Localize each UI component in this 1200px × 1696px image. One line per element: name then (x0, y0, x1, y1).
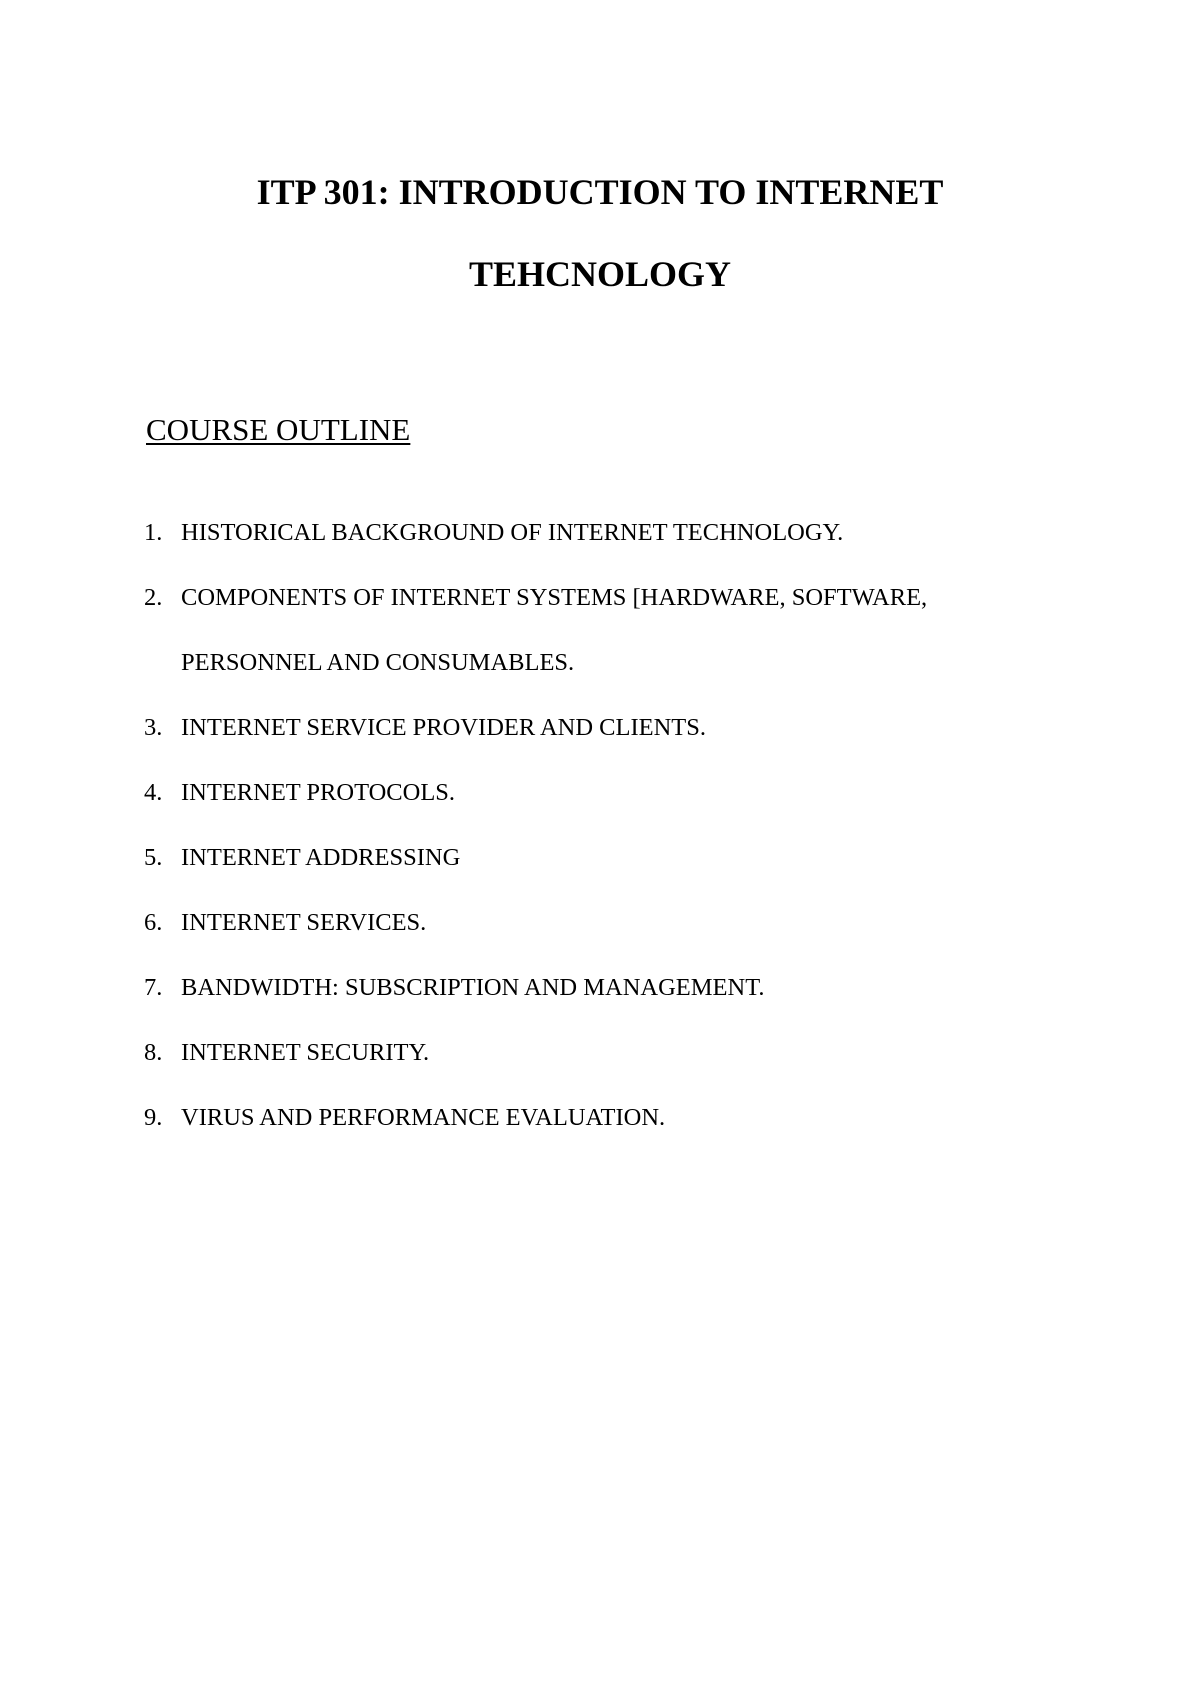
outline-item-number: 6. (144, 909, 163, 936)
outline-item (144, 565, 1104, 695)
outline-item (144, 500, 1104, 565)
outline-item-text: INTERNET PROTOCOLS. (181, 779, 456, 806)
outline-item-text: COMPONENTS OF INTERNET SYSTEMS [HARDWARE, SOFTWARE, (181, 584, 928, 611)
outline-item-number: 8. (144, 1039, 163, 1066)
outline-item (144, 955, 1104, 1020)
outline-item (144, 1085, 1104, 1150)
outline-item-number: 1. (144, 519, 163, 546)
outline-item-text: HISTORICAL BACKGROUND OF INTERNET TECHNOLOGY. (181, 519, 844, 546)
outline-item-text: BANDWIDTH: SUBSCRIPTION AND MANAGEMENT. (181, 974, 765, 1001)
outline-item-number: 3. (144, 714, 163, 741)
outline-item-text: VIRUS AND PERFORMANCE EVALUATION. (181, 1104, 666, 1131)
outline-item-number: 5. (144, 844, 163, 871)
outline-item (144, 1020, 1104, 1085)
course-outline-heading: COURSE OUTLINE (146, 412, 411, 447)
outline-item-text-continued: PERSONNEL AND CONSUMABLES. (181, 649, 575, 676)
outline-item-text: INTERNET SERVICES. (181, 909, 427, 936)
outline-item-text: INTERNET SERVICE PROVIDER AND CLIENTS. (181, 714, 707, 741)
outline-item-text: INTERNET ADDRESSING (181, 844, 461, 871)
outline-item-number: 4. (144, 779, 163, 806)
outline-item-number: 7. (144, 974, 163, 1001)
document-title-line-1: ITP 301: INTRODUCTION TO INTERNET (256, 172, 944, 212)
outline-item-number: 9. (144, 1104, 163, 1131)
outline-item-number: 2. (144, 584, 163, 611)
outline-item-text: INTERNET SECURITY. (181, 1039, 430, 1066)
outline-item (144, 760, 1104, 825)
outline-item (144, 890, 1104, 955)
outline-item (144, 825, 1104, 890)
document-title-line-2: TEHCNOLOGY (468, 254, 732, 294)
outline-item (144, 695, 1104, 760)
course-outline-list (144, 500, 1104, 1150)
